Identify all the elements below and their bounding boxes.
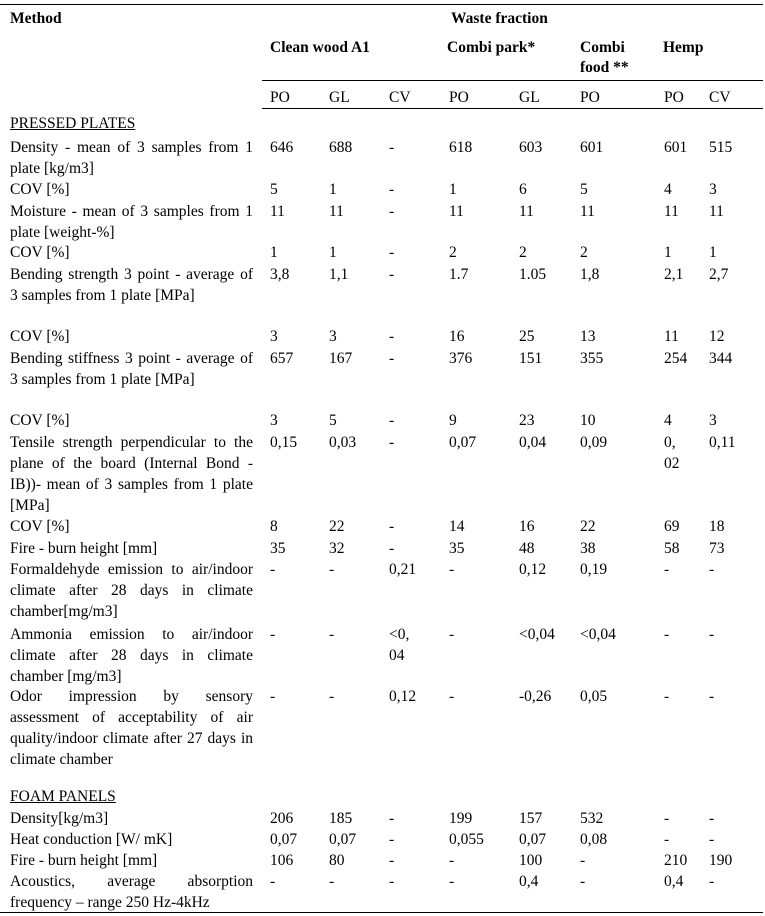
table-cell: - (329, 626, 335, 643)
table-cell: 1 (270, 244, 278, 261)
table-cell: 5 (580, 181, 588, 198)
subcol-header: PO (449, 89, 469, 106)
row-label: Density[kg/m3] (10, 810, 109, 827)
table-cell: 3 (329, 328, 337, 345)
row-label: COV [%] (10, 412, 70, 429)
table-cell: 14 (449, 518, 465, 535)
table-cell: 80 (329, 852, 345, 869)
subcol-header: PO (270, 89, 290, 106)
table-cell: 0,12 (389, 688, 417, 705)
table-cell: 1 (329, 244, 337, 261)
table-cell: 11 (664, 328, 679, 345)
subcol-header: CV (709, 89, 731, 106)
waste-fraction-header: Waste fraction (451, 10, 548, 27)
table-cell: - (709, 810, 715, 827)
table-cell: - (329, 561, 335, 578)
table-cell: 185 (329, 810, 353, 827)
table-cell: 618 (449, 139, 473, 156)
table-cell: - (329, 688, 335, 705)
row-label: Ammonia emission to air/indoor climate after 28 days in climate chamber [mg/m3] (10, 626, 253, 685)
table-cell: 1 (709, 244, 717, 261)
table-cell: 73 (709, 540, 725, 557)
table-cell: 601 (664, 139, 688, 156)
subheader-rule (262, 108, 763, 109)
table-cell: 688 (329, 139, 353, 156)
table-cell: 2 (580, 244, 588, 261)
group-header-clean-wood: Clean wood A1 (270, 39, 370, 56)
table-cell: - (329, 873, 335, 890)
table-cell: 206 (270, 810, 294, 827)
row-label: COV [%] (10, 328, 70, 345)
row-label: Tensile strength perpendicular to the plane of the board (Internal Bond - IB))- mean of 3 samples from 1 plate [MPa] (10, 434, 253, 514)
table-cell: 11 (580, 203, 595, 220)
table-cell: 0,21 (389, 561, 417, 578)
table-cell: 0,03 (329, 434, 357, 451)
section-title: PRESSED PLATES (10, 115, 136, 132)
table-cell: - (389, 266, 395, 283)
table-cell: 0,11 (709, 434, 736, 451)
table-cell: 355 (580, 350, 604, 367)
table-cell: 167 (329, 350, 353, 367)
table-cell: 0,055 (449, 831, 484, 848)
table-cell: - (389, 434, 395, 451)
table-cell: - (709, 561, 715, 578)
table-cell: 16 (519, 518, 535, 535)
table-cell: 1 (449, 181, 457, 198)
table-cell: 0,19 (580, 561, 608, 578)
table-cell: 657 (270, 350, 294, 367)
table-cell: 11 (270, 203, 285, 220)
row-label: Acoustics, average absorption frequency – range 250 Hz-4kHz (10, 873, 253, 911)
table-cell: 25 (519, 328, 535, 345)
table-cell: - (389, 831, 395, 848)
table-cell: 1.05 (519, 266, 547, 283)
table-cell: - (389, 852, 395, 869)
table-cell: 646 (270, 139, 294, 156)
table-cell: <0,04 (389, 626, 410, 664)
table-cell: 0,08 (580, 831, 608, 848)
table-cell: - (449, 561, 455, 578)
subcol-header: PO (580, 89, 600, 106)
table-cell: 69 (664, 518, 680, 535)
table-cell: 13 (580, 328, 596, 345)
table-cell: 2,1 (664, 266, 684, 283)
table-cell: 100 (519, 852, 543, 869)
table-cell: - (580, 873, 586, 890)
table-cell: 35 (449, 540, 465, 557)
table-cell: 0,15 (270, 434, 298, 451)
table-cell: - (270, 626, 276, 643)
table-cell: - (449, 852, 455, 869)
table-cell: 5 (270, 181, 278, 198)
table-cell: - (664, 831, 670, 848)
table-cell: - (580, 852, 586, 869)
row-label: Moisture - mean of 3 samples from 1 plate [weight-%] (10, 203, 253, 241)
table-cell: 0,05 (580, 688, 608, 705)
table-cell: - (389, 810, 395, 827)
table-cell: 8 (270, 518, 278, 535)
table-cell: 22 (580, 518, 596, 535)
table-cell: 106 (270, 852, 294, 869)
table-bottom-rule (0, 912, 763, 913)
subcol-header: CV (389, 89, 411, 106)
table-cell: 1 (329, 181, 337, 198)
subcol-header: PO (664, 89, 684, 106)
table-cell: 3 (709, 412, 717, 429)
method-header: Method (10, 10, 62, 27)
row-label: Bending strength 3 point - average of 3 samples from 1 plate [MPa] (10, 266, 253, 304)
table-cell: 2 (449, 244, 457, 261)
table-cell: - (270, 873, 276, 890)
header-rule (262, 80, 763, 81)
table-cell: 210 (664, 852, 688, 869)
table-cell: 22 (329, 518, 345, 535)
table-cell: 0,07 (449, 434, 477, 451)
table-cell: - (709, 831, 715, 848)
table-cell: - (664, 626, 670, 643)
table-cell: 532 (580, 810, 604, 827)
table-cell: - (389, 328, 395, 345)
table-cell: - (389, 518, 395, 535)
table-cell: - (449, 688, 455, 705)
table-cell: 5 (329, 412, 337, 429)
table-cell: - (449, 873, 455, 890)
row-label: COV [%] (10, 181, 70, 198)
table-cell: - (270, 688, 276, 705)
table-cell: 254 (664, 350, 688, 367)
table-cell: 16 (449, 328, 465, 345)
table-cell: - (709, 688, 715, 705)
table-cell: 151 (519, 350, 543, 367)
table-cell: - (389, 412, 395, 429)
table-cell: 10 (580, 412, 596, 429)
row-label: Fire - burn height [mm] (10, 852, 158, 869)
group-header-hemp: Hemp (663, 39, 704, 56)
table-cell: 0,09 (580, 434, 608, 451)
table-cell: 376 (449, 350, 473, 367)
table-cell: 2,7 (709, 266, 729, 283)
table-cell: - (664, 810, 670, 827)
table-cell: - (389, 139, 395, 156)
table-cell: 2 (519, 244, 527, 261)
table-cell: 0,07 (270, 831, 298, 848)
row-label: Bending stiffness 3 point - average of 3 samples from 1 plate [MPa] (10, 350, 253, 388)
table-cell: - (389, 203, 395, 220)
table-cell: 515 (709, 139, 733, 156)
table-cell: 4 (664, 412, 672, 429)
group-header-combi-park: Combi park* (447, 39, 536, 56)
table-cell: 11 (449, 203, 464, 220)
subcol-header: GL (519, 89, 540, 106)
table-cell: 0,07 (329, 831, 357, 848)
table-cell: 11 (664, 203, 679, 220)
table-cell: - (664, 561, 670, 578)
table-cell: 35 (270, 540, 286, 557)
row-label: COV [%] (10, 518, 70, 535)
table-cell: - (389, 181, 395, 198)
table-cell: 12 (709, 328, 725, 345)
table-cell: 38 (580, 540, 596, 557)
table-cell: 190 (709, 852, 733, 869)
subcol-header: GL (329, 89, 350, 106)
table-top-rule (0, 4, 763, 5)
table-cell: 603 (519, 139, 543, 156)
group-header-combi-food-line1: Combi (580, 39, 625, 56)
table-cell: 58 (664, 540, 680, 557)
table-cell: - (709, 873, 715, 890)
row-label: Formaldehyde emission to air/indoor climate after 28 days in climate chamber[mg/m3] (10, 561, 253, 620)
table-cell: 0,12 (519, 561, 547, 578)
table-cell: 0,02 (664, 434, 680, 472)
row-label: Heat conduction [W/ mK] (10, 831, 173, 848)
table-cell: 9 (449, 412, 457, 429)
table-cell: 0,07 (519, 831, 547, 848)
table-cell: 157 (519, 810, 543, 827)
table-cell: 6 (519, 181, 527, 198)
table-cell: 11 (519, 203, 534, 220)
table-cell: <0,04 (580, 626, 616, 643)
table-cell: - (664, 688, 670, 705)
table-cell: - (270, 561, 276, 578)
row-label: Fire - burn height [mm] (10, 540, 158, 557)
table-cell: 18 (709, 518, 725, 535)
table-cell: -0,26 (519, 688, 552, 705)
table-cell: 1,8 (580, 266, 600, 283)
table-cell: - (709, 626, 715, 643)
table-cell: - (449, 626, 455, 643)
table-cell: 1.7 (449, 266, 469, 283)
table-cell: 32 (329, 540, 345, 557)
table-cell: 3 (270, 412, 278, 429)
table-cell: - (389, 540, 395, 557)
group-header-combi-food-line2: food ** (580, 59, 629, 76)
table-cell: 0,4 (519, 873, 539, 890)
table-cell: 0,4 (664, 873, 684, 890)
table-cell: 3 (709, 181, 717, 198)
table-cell: - (389, 244, 395, 261)
table-cell: 199 (449, 810, 473, 827)
row-label: Density - mean of 3 samples from 1 plate [kg/m3] (10, 139, 253, 177)
table-cell: - (389, 350, 395, 367)
table-cell: 23 (519, 412, 535, 429)
table-cell: 4 (664, 181, 672, 198)
table-cell: <0,04 (519, 626, 555, 643)
table-cell: 48 (519, 540, 535, 557)
table-cell: 1 (664, 244, 672, 261)
table-cell: 3 (270, 328, 278, 345)
row-label: Odor impression by sensory assessment of acceptability of air quality/indoor climate after 27 days in climate chamber (10, 688, 253, 768)
table-cell: 1,1 (329, 266, 349, 283)
section-title: FOAM PANELS (10, 788, 116, 805)
table-cell: 601 (580, 139, 604, 156)
table-cell: 344 (709, 350, 733, 367)
table-cell: 11 (709, 203, 724, 220)
table-cell: 0,04 (519, 434, 547, 451)
table-cell: - (389, 873, 395, 890)
table-cell: 3,8 (270, 266, 290, 283)
table-cell: 11 (329, 203, 344, 220)
row-label: COV [%] (10, 244, 70, 261)
